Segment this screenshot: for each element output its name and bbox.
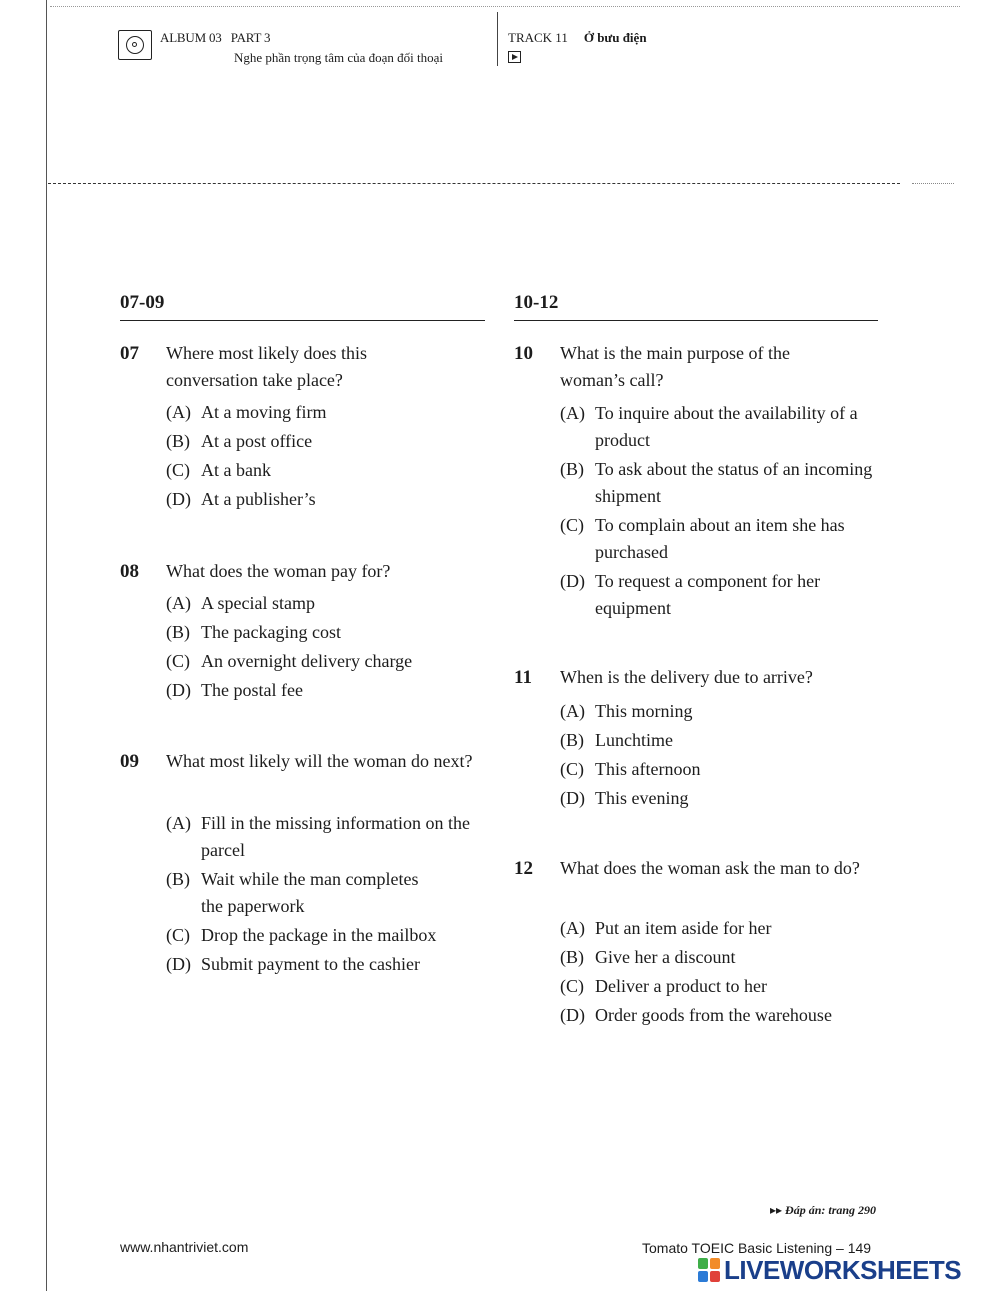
answer-options bbox=[166, 810, 496, 978]
cd-icon bbox=[118, 30, 152, 60]
answer-option[interactable]: (B) Give her a discount bbox=[560, 947, 736, 967]
album-subtitle: Nghe phần trọng tâm của đoạn đối thoại bbox=[234, 50, 444, 65]
play-icon[interactable] bbox=[508, 51, 521, 63]
answer-option[interactable]: (B) Lunchtime bbox=[560, 730, 673, 750]
answer-reference: ▸▸ Đáp án: trang 290 bbox=[770, 1203, 877, 1217]
answer-option[interactable]: (C) To complain about an item she has purchased bbox=[560, 515, 845, 562]
publisher-website[interactable]: www.nhantriviet.com bbox=[120, 1239, 249, 1255]
answer-option[interactable]: (D) The postal fee bbox=[166, 680, 303, 700]
left-margin-rule bbox=[46, 0, 47, 1291]
liveworksheets-icon bbox=[698, 1258, 720, 1282]
question-number: 09 bbox=[120, 751, 139, 772]
question-text: What does the woman ask the man to do? bbox=[560, 858, 860, 878]
dotted-separator-end bbox=[912, 183, 954, 184]
question-number: 11 bbox=[514, 667, 532, 688]
question-text: Where most likely does this conversation take place? bbox=[166, 343, 367, 390]
answer-option[interactable]: (A) A special stamp bbox=[166, 593, 315, 613]
answer-options bbox=[166, 590, 491, 704]
answer-option[interactable]: (D) Order goods from the warehouse bbox=[560, 1005, 832, 1025]
question-text: When is the delivery due to arrive? bbox=[560, 667, 813, 687]
album-label: ALBUM 03 bbox=[160, 30, 222, 45]
answer-option[interactable]: (D) At a publisher’s bbox=[166, 489, 316, 509]
answer-option[interactable]: (D) Submit payment to the cashier bbox=[166, 954, 420, 974]
section-heading-07-09: 07-09 bbox=[120, 292, 485, 321]
liveworksheets-logo[interactable] bbox=[698, 1255, 961, 1285]
answer-options bbox=[560, 698, 885, 812]
answer-option[interactable]: (A) Fill in the missing information on the parcel bbox=[166, 813, 470, 860]
answer-option[interactable]: (C) At a bank bbox=[166, 460, 271, 480]
book-title-page: Tomato TOEIC Basic Listening – 149 bbox=[642, 1240, 872, 1256]
answer-option[interactable]: (C) This afternoon bbox=[560, 759, 701, 779]
answer-options bbox=[560, 915, 885, 1029]
answer-option[interactable]: (D) This evening bbox=[560, 788, 689, 808]
answer-options bbox=[166, 399, 491, 513]
album-part-label bbox=[160, 30, 270, 46]
answer-option[interactable]: (B) To ask about the status of an incoming shipment bbox=[560, 459, 873, 506]
answer-option[interactable]: (C) Deliver a product to her bbox=[560, 976, 767, 996]
answer-option[interactable]: (D) To request a component for her equipment bbox=[560, 571, 821, 618]
answer-option[interactable]: (C) Drop the package in the mailbox bbox=[166, 925, 437, 945]
answer-option[interactable]: (A) To inquire about the availability of a product bbox=[560, 403, 858, 450]
question-number: 07 bbox=[120, 343, 139, 364]
section-heading-10-12: 10-12 bbox=[514, 292, 878, 321]
track-header bbox=[508, 30, 647, 46]
question-number: 10 bbox=[514, 343, 533, 364]
header-divider bbox=[497, 12, 498, 66]
answer-option[interactable]: (A) At a moving firm bbox=[166, 402, 327, 422]
answer-option[interactable]: (B) Wait while the man completes the paperwork bbox=[166, 869, 419, 916]
answer-options bbox=[560, 400, 880, 622]
part-label: PART 3 bbox=[230, 30, 271, 45]
top-scan-edge bbox=[50, 6, 960, 7]
track-location: Ở bưu điện bbox=[583, 30, 647, 45]
answer-option[interactable]: (B) The packaging cost bbox=[166, 622, 341, 642]
liveworksheets-wordmark: LIVEWORKSHEETS bbox=[724, 1254, 962, 1285]
question-text: What most likely will the woman do next? bbox=[166, 751, 473, 771]
question-text: What is the main purpose of the woman’s call? bbox=[560, 343, 790, 390]
question-number: 08 bbox=[120, 561, 139, 582]
dashed-separator bbox=[48, 183, 900, 184]
answer-option[interactable]: (B) At a post office bbox=[166, 431, 313, 451]
track-label: TRACK 11 bbox=[508, 30, 568, 45]
question-number: 12 bbox=[514, 858, 533, 879]
question-text: What does the woman pay for? bbox=[166, 561, 391, 581]
answer-option[interactable]: (A) This morning bbox=[560, 701, 693, 721]
answer-option[interactable]: (A) Put an item aside for her bbox=[560, 918, 772, 938]
answer-option[interactable]: (C) An overnight delivery charge bbox=[166, 651, 413, 671]
